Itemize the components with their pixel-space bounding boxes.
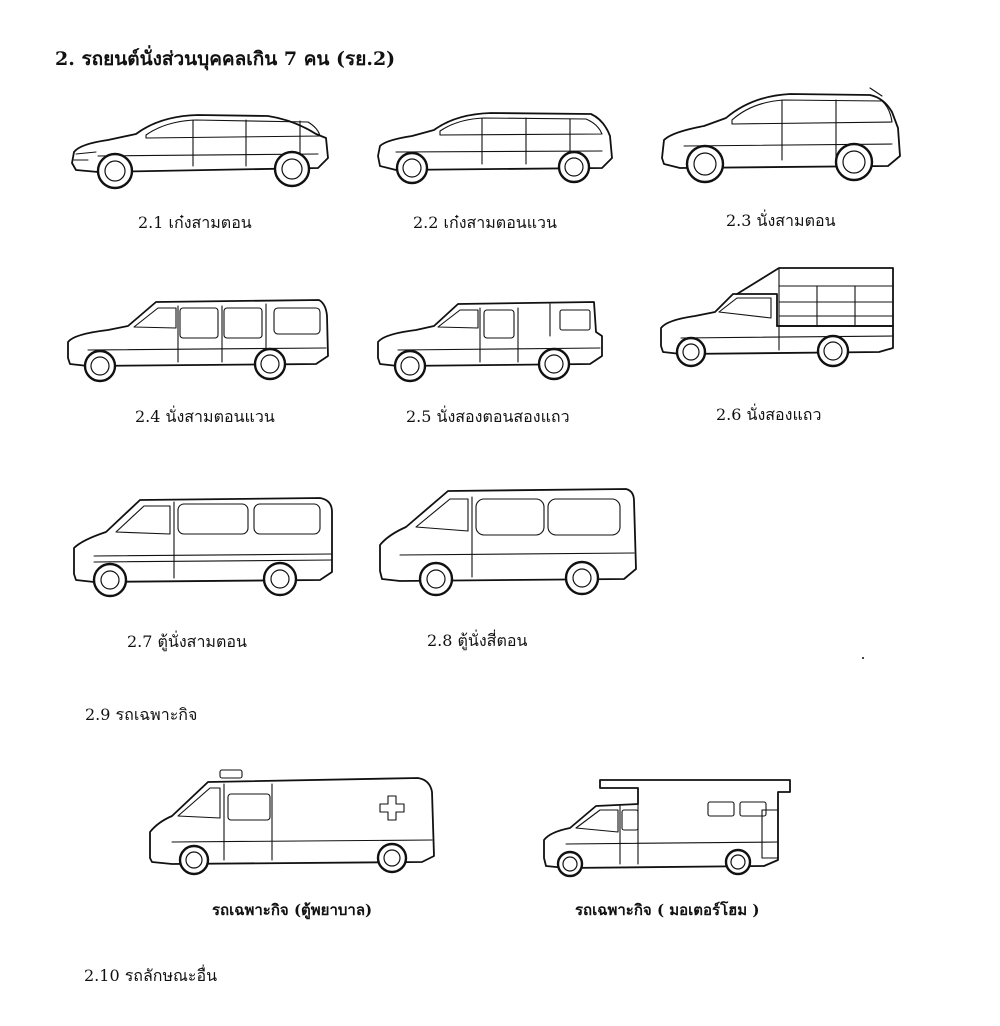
page-title: 2. รถยนต์นั่งส่วนบุคคลเกิน 7 คน (รย.2): [55, 48, 396, 70]
section-heading-2-10: 2.10 รถลักษณะอื่น: [84, 966, 218, 985]
ambulance-icon: [148, 768, 436, 878]
caption-2-4: 2.4 นั่งสามตอนแวน: [135, 407, 275, 426]
wagon-three-row-icon: [376, 108, 614, 188]
mpv-three-row-icon: [660, 88, 905, 188]
caption-2-6: 2.6 นั่งสองแถว: [716, 405, 822, 424]
caption-motorhome: รถเฉพาะกิจ ( มอเตอร์โฮม ): [575, 901, 760, 919]
caption-2-5: 2.5 นั่งสองตอนสองแถว: [406, 407, 570, 426]
caption-2-8: 2.8 ตู้นั่งสี่ตอน: [427, 631, 528, 650]
stray-dot: [862, 657, 864, 659]
minivan-four-row-icon: [376, 487, 640, 602]
crew-cab-canopy-icon: [374, 296, 606, 386]
van-suv-three-row-icon: [64, 296, 330, 386]
caption-2-1: 2.1 เก๋งสามตอน: [138, 213, 252, 232]
section-heading-2-9: 2.9 รถเฉพาะกิจ: [85, 705, 198, 724]
caption-2-3: 2.3 นั่งสามตอน: [726, 211, 836, 230]
motorhome-icon: [542, 778, 794, 878]
minivan-three-row-icon: [70, 492, 336, 602]
caption-2-2: 2.2 เก๋งสามตอนแวน: [413, 213, 557, 232]
caption-ambulance: รถเฉพาะกิจ (ตู้พยาบาล): [212, 901, 373, 919]
caption-2-7: 2.7 ตู้นั่งสามตอน: [127, 632, 247, 651]
songthaew-pickup-icon: [657, 266, 897, 368]
sedan-three-row-icon: [68, 108, 330, 193]
